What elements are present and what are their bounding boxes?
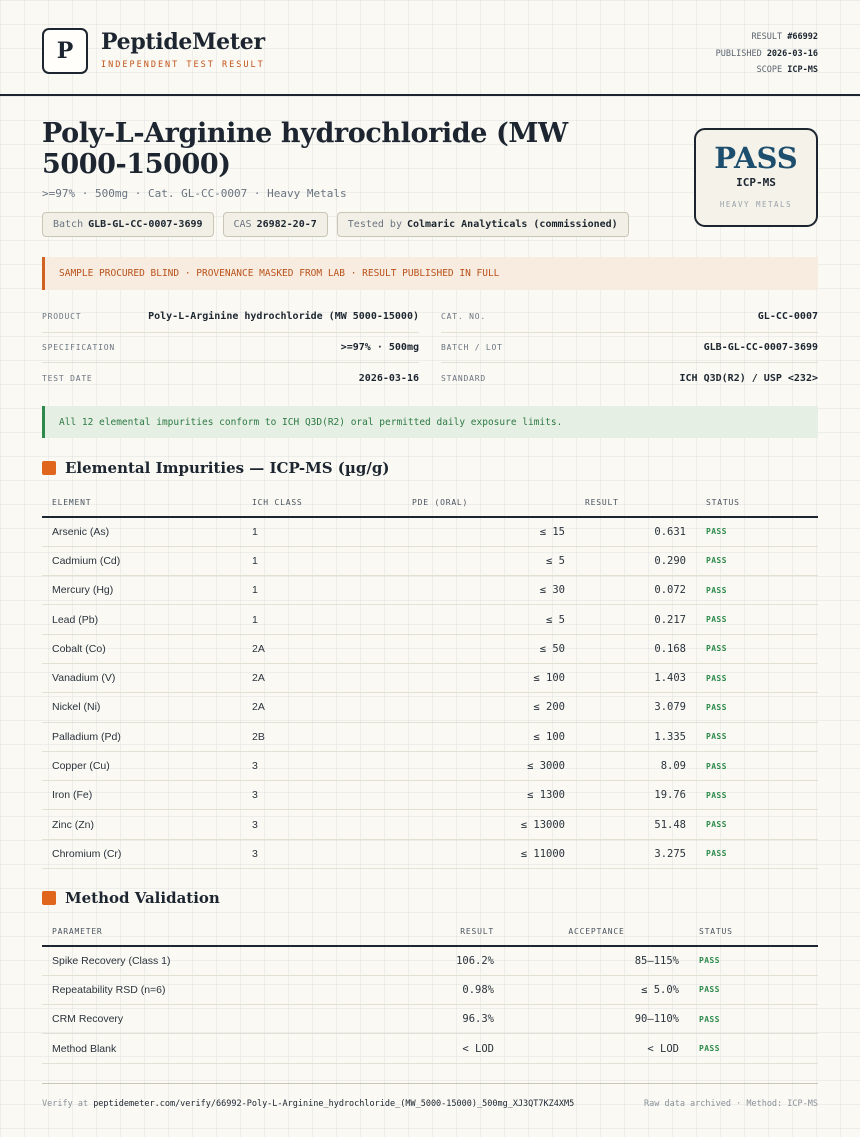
- provenance-notice: SAMPLE PROCURED BLIND · PROVENANCE MASKED FROM LAB · RESULT PUBLISHED IN FULL: [42, 257, 818, 290]
- table-header-row: [42, 488, 818, 517]
- table-row: [42, 975, 818, 1004]
- table-row: [42, 693, 818, 722]
- col-header-status: STATUS: [689, 917, 818, 946]
- cell-ich-class: 2A: [242, 663, 402, 692]
- cell-pde: ≤ 5: [402, 546, 575, 575]
- table-row: [42, 946, 818, 975]
- cell-pde: ≤ 13000: [402, 810, 575, 839]
- cell-status: PASS: [696, 751, 818, 780]
- cell-element: Cadmium (Cd): [42, 546, 242, 575]
- info-row-standard: [441, 363, 818, 394]
- page-title: Poly-L-Arginine hydrochloride (MW 5000-15000): [42, 118, 568, 180]
- cell-pde: ≤ 5: [402, 605, 575, 634]
- cell-element: Mercury (Hg): [42, 576, 242, 605]
- cell-result: 0.168: [575, 634, 696, 663]
- cell-status: PASS: [696, 605, 818, 634]
- cell-ich-class: 3: [242, 751, 402, 780]
- table-row: [42, 576, 818, 605]
- info-row-specification: [42, 333, 419, 364]
- table-row: [42, 634, 818, 663]
- cell-status: PASS: [696, 663, 818, 692]
- verify-label: Verify at: [42, 1099, 89, 1109]
- cell-element: Nickel (Ni): [42, 693, 242, 722]
- table-row: [42, 605, 818, 634]
- info-label: CAT. NO.: [441, 312, 486, 322]
- page-subtitle: >=97% · 500mg · Cat. GL-CC-0007 · Heavy Metals: [42, 187, 347, 200]
- cell-element: Lead (Pb): [42, 605, 242, 634]
- table-row: [42, 663, 818, 692]
- info-label: SPECIFICATION: [42, 342, 116, 352]
- cell-ich-class: 1: [242, 576, 402, 605]
- cell-result: 0.631: [575, 517, 696, 546]
- cell-result: < LOD: [342, 1034, 504, 1063]
- table-row: [42, 751, 818, 780]
- cas-chip: CAS 26982-20-7: [223, 212, 328, 237]
- cell-status: PASS: [696, 693, 818, 722]
- cell-result: 0.98%: [342, 975, 504, 1004]
- info-label: TEST DATE: [42, 373, 93, 383]
- meta-published: PUBLISHED 2026-03-16: [715, 48, 818, 59]
- col-header-element: ELEMENT: [42, 488, 242, 517]
- table-row: [42, 781, 818, 810]
- info-row-test-date: [42, 363, 419, 394]
- cell-pde: ≤ 50: [402, 634, 575, 663]
- table-row: [42, 839, 818, 868]
- meta-scope: SCOPE ICP-MS: [756, 65, 818, 75]
- stamp-method: ICP-MS: [736, 176, 776, 189]
- col-header-ich-class: ICH CLASS: [242, 488, 402, 517]
- cell-pde: ≤ 200: [402, 693, 575, 722]
- table-header-row: [42, 917, 818, 946]
- cell-ich-class: 3: [242, 839, 402, 868]
- cell-element: Cobalt (Co): [42, 634, 242, 663]
- cell-ich-class: 2B: [242, 722, 402, 751]
- archive-note: Raw data archived · Method: ICP-MS: [644, 1099, 818, 1109]
- pass-stamp: [694, 128, 818, 227]
- cell-parameter: Method Blank: [42, 1034, 342, 1063]
- cell-result: 0.072: [575, 576, 696, 605]
- cell-ich-class: 2A: [242, 634, 402, 663]
- cell-parameter: Repeatability RSD (n=6): [42, 975, 342, 1004]
- info-row-batch-lot: [441, 333, 818, 364]
- cell-ich-class: 1: [242, 517, 402, 546]
- cell-ich-class: 2A: [242, 693, 402, 722]
- info-value: Poly-L-Arginine hydrochloride (MW 5000-15000): [148, 311, 419, 323]
- info-value: 2026-03-16: [358, 372, 419, 384]
- cell-acceptance: 90–110%: [504, 1005, 689, 1034]
- conformance-notice: All 12 elemental impurities conform to ICH Q3D(R2) oral permitted daily exposure limits.: [42, 406, 818, 438]
- cell-pde: ≤ 100: [402, 663, 575, 692]
- col-header-status: STATUS: [696, 488, 818, 517]
- info-value: GL-CC-0007: [757, 311, 818, 323]
- cell-element: Iron (Fe): [42, 781, 242, 810]
- cell-result: 0.290: [575, 546, 696, 575]
- cell-element: Zinc (Zn): [42, 810, 242, 839]
- cell-status: PASS: [696, 781, 818, 810]
- cell-acceptance: < LOD: [504, 1034, 689, 1063]
- cell-result: 51.48: [575, 810, 696, 839]
- cell-element: Copper (Cu): [42, 751, 242, 780]
- info-grid-right: [441, 302, 818, 394]
- section-marker-icon: [42, 461, 56, 475]
- cell-result: 0.217: [575, 605, 696, 634]
- col-header-result: RESULT: [575, 488, 696, 517]
- table-row: [42, 546, 818, 575]
- validation-table: [42, 917, 818, 1064]
- impurities-table: [42, 488, 818, 869]
- stamp-verdict: PASS: [714, 141, 798, 175]
- cell-element: Arsenic (As): [42, 517, 242, 546]
- cell-status: PASS: [689, 1005, 818, 1034]
- info-label: STANDARD: [441, 373, 486, 383]
- cell-pde: ≤ 1300: [402, 781, 575, 810]
- table-row: [42, 722, 818, 751]
- validation-section-heading: [42, 889, 220, 907]
- cell-status: PASS: [689, 975, 818, 1004]
- cell-result: 96.3%: [342, 1005, 504, 1034]
- cell-parameter: CRM Recovery: [42, 1005, 342, 1034]
- cell-element: Vanadium (V): [42, 663, 242, 692]
- col-header-result: RESULT: [342, 917, 504, 946]
- col-header-pde: PDE (ORAL): [402, 488, 575, 517]
- batch-chip: Batch GLB-GL-CC-0007-3699: [42, 212, 214, 237]
- cell-status: PASS: [696, 576, 818, 605]
- stamp-category: HEAVY METALS: [719, 200, 793, 209]
- brand-logo: P: [42, 28, 88, 74]
- section-marker-icon: [42, 891, 56, 905]
- cell-result: 1.403: [575, 663, 696, 692]
- cell-element: Chromium (Cr): [42, 839, 242, 868]
- col-header-acceptance: ACCEPTANCE: [504, 917, 689, 946]
- cell-result: 19.76: [575, 781, 696, 810]
- info-value: ICH Q3D(R2) / USP <232>: [679, 372, 818, 384]
- impurities-heading-text: Elemental Impurities — ICP-MS (µg/g): [65, 459, 390, 477]
- cell-ich-class: 1: [242, 605, 402, 634]
- chip-row: [42, 212, 629, 237]
- info-label: BATCH / LOT: [441, 342, 503, 352]
- info-row-cat-no: [441, 302, 818, 333]
- cell-status: PASS: [696, 839, 818, 868]
- brand-name: PeptideMeter: [101, 29, 265, 55]
- info-grid-left: [42, 302, 419, 394]
- info-label: PRODUCT: [42, 312, 82, 322]
- cell-pde: ≤ 3000: [402, 751, 575, 780]
- info-row-product: [42, 302, 419, 333]
- col-header-parameter: PARAMETER: [42, 917, 342, 946]
- cell-parameter: Spike Recovery (Class 1): [42, 946, 342, 975]
- cell-result: 3.275: [575, 839, 696, 868]
- cell-pde: ≤ 30: [402, 576, 575, 605]
- report-header: [0, 0, 860, 96]
- cell-status: PASS: [696, 634, 818, 663]
- cell-status: PASS: [696, 722, 818, 751]
- table-row: [42, 810, 818, 839]
- cell-result: 8.09: [575, 751, 696, 780]
- brand-tagline: INDEPENDENT TEST RESULT: [101, 60, 265, 70]
- report-footer: [42, 1083, 818, 1109]
- cell-pde: ≤ 100: [402, 722, 575, 751]
- cell-result: 3.079: [575, 693, 696, 722]
- cell-ich-class: 3: [242, 781, 402, 810]
- report-meta: [716, 29, 818, 79]
- table-row: [42, 1034, 818, 1063]
- verify-line: [42, 1099, 574, 1109]
- cell-acceptance: 85–115%: [504, 946, 689, 975]
- cell-status: PASS: [689, 1034, 818, 1063]
- cell-ich-class: 1: [242, 546, 402, 575]
- cell-acceptance: ≤ 5.0%: [504, 975, 689, 1004]
- cell-status: PASS: [696, 810, 818, 839]
- info-value: GLB-GL-CC-0007-3699: [703, 341, 818, 353]
- verify-link[interactable]: peptidemeter.com/verify/66992-Poly-L-Arginine_hydrochloride_(MW_5000-15000)_500mg_XJ3QT7KZ4XM5: [93, 1099, 575, 1109]
- validation-heading-text: Method Validation: [65, 889, 220, 907]
- meta-result: RESULT #66992: [751, 32, 818, 42]
- cell-result: 1.335: [575, 722, 696, 751]
- tested-by-chip: Tested by Colmaric Analyticals (commissioned): [337, 212, 629, 237]
- info-value: >=97% · 500mg: [340, 341, 419, 353]
- cell-element: Palladium (Pd): [42, 722, 242, 751]
- table-row: [42, 1005, 818, 1034]
- table-row: [42, 517, 818, 546]
- cell-status: PASS: [689, 946, 818, 975]
- cell-status: PASS: [696, 517, 818, 546]
- cell-status: PASS: [696, 546, 818, 575]
- cell-pde: ≤ 11000: [402, 839, 575, 868]
- cell-result: 106.2%: [342, 946, 504, 975]
- impurities-section-heading: [42, 459, 389, 477]
- cell-ich-class: 3: [242, 810, 402, 839]
- cell-pde: ≤ 15: [402, 517, 575, 546]
